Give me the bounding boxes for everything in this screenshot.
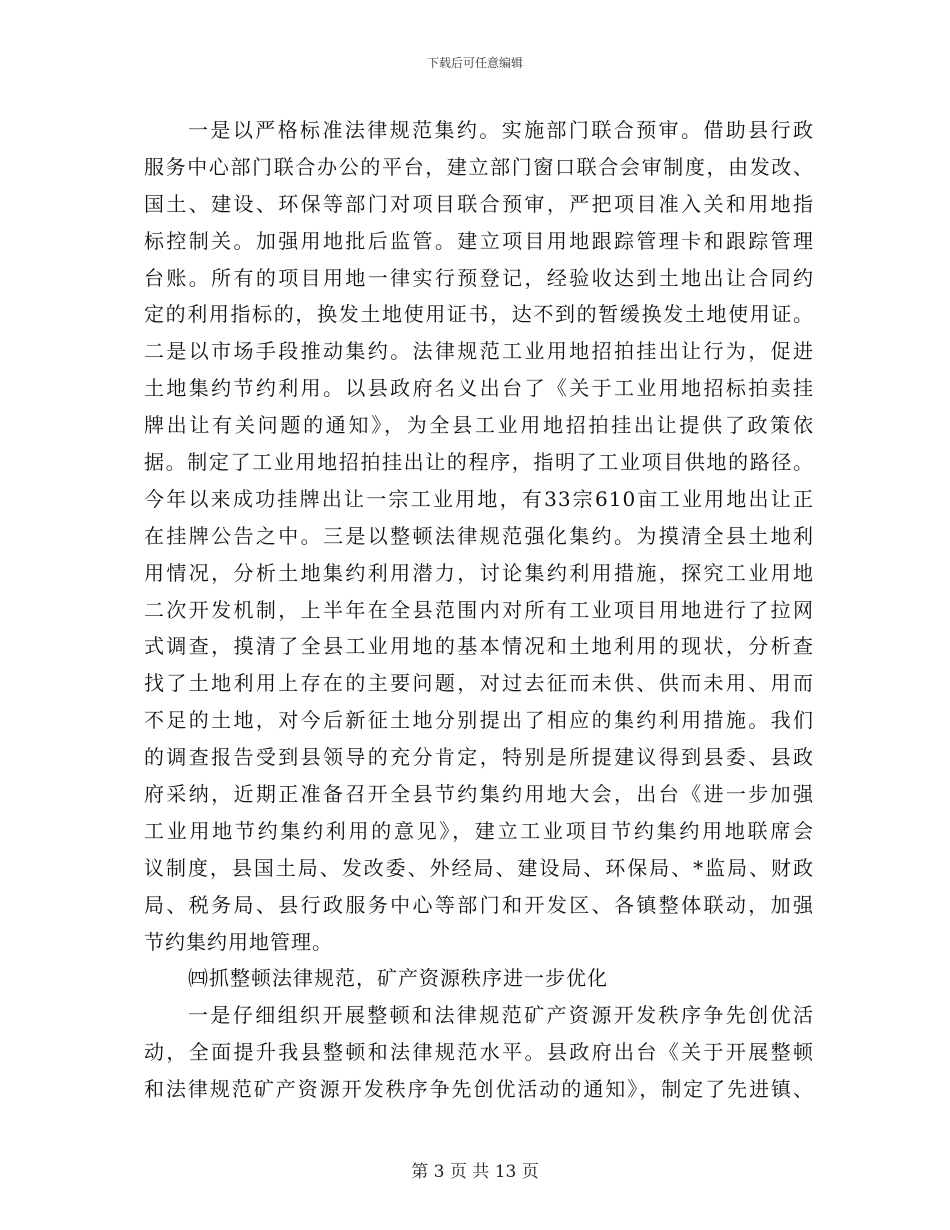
text-line: 国土、建设、环保等部门对项目联合预审，严把项目准入关和用地指 [144, 191, 814, 216]
text-line: 局、税务局、县行政服务中心等部门和开发区、各镇整体联动，加强 [144, 892, 814, 917]
section-heading: ㈣抓整顿法律规范，矿产资源秩序进一步优化 [188, 966, 608, 991]
page-header: 下载后可任意编辑 [426, 56, 523, 70]
text-line: 找了土地利用上存在的主要问题，对过去征而未供、供而未用、用而 [144, 671, 814, 696]
text-line: 服务中心部门联合办公的平台，建立部门窗口联合会审制度，由发改、 [144, 154, 814, 179]
text-line: 二次开发机制，上半年在全县范围内对所有工业项目用地进行了拉网 [144, 597, 814, 622]
text-line: 定的利用指标的，换发土地使用证书，达不到的暂缓换发土地使用证。 [144, 302, 814, 327]
body-text [144, 112, 814, 1108]
text-line: 不足的土地，对今后新征土地分别提出了相应的集约利用措施。我们 [144, 708, 814, 733]
text-line: 一是仔细组织开展整顿和法律规范矿产资源开发秩序争先创优活 [188, 1003, 814, 1028]
text-line: 台账。所有的项目用地一律实行预登记，经验收达到土地出让合同约 [144, 265, 814, 290]
text-line: 用情况，分析土地集约利用潜力，讨论集约利用措施，探究工业用地 [144, 560, 814, 585]
text-line: 议制度，县国土局、发改委、外经局、建设局、环保局、*监局、财政 [144, 855, 814, 880]
text-line: 据。制定了工业用地招拍挂出让的程序，指明了工业项目供地的路径。 [144, 450, 814, 475]
text-line: 今年以来成功挂牌出让一宗工业用地，有33宗610亩工业用地出让正 [144, 486, 814, 511]
text-line: 和法律规范矿产资源开发秩序争先创优活动的通知》，制定了先进镇、 [144, 1077, 814, 1102]
page-number: 第 3 页 共 13 页 [411, 1162, 539, 1182]
text-line: 在挂牌公告之中。三是以整顿法律规范强化集约。为摸清全县土地利 [144, 523, 814, 548]
text-line: 府采纳，近期正准备召开全县节约集约用地大会，出台《进一步加强 [144, 782, 814, 807]
text-line: 式调查，摸清了全县工业用地的基本情况和土地利用的现状，分析查 [144, 634, 814, 659]
text-line: 动，全面提升我县整顿和法律规范水平。县政府出台《关于开展整顿 [144, 1040, 814, 1065]
text-line: 标控制关。加强用地批后监管。建立项目用地跟踪管理卡和跟踪管理 [144, 228, 814, 253]
text-line: 工业用地节约集约利用的意见》，建立工业项目节约集约用地联席会 [144, 818, 814, 843]
text-line: 节约集约用地管理。 [144, 929, 333, 954]
text-line: 二是以市场手段推动集约。法律规范工业用地招拍挂出让行为，促进 [144, 339, 814, 364]
text-line: 土地集约节约利用。以县政府名义出台了《关于工业用地招标拍卖挂 [144, 376, 814, 401]
text-line: 牌出让有关问题的通知》，为全县工业用地招拍挂出让提供了政策依 [144, 413, 814, 438]
text-line: 一是以严格标准法律规范集约。实施部门联合预审。借助县行政 [188, 118, 814, 142]
text-line: 的调查报告受到县领导的充分肯定，特别是所提建议得到县委、县政 [144, 745, 814, 770]
